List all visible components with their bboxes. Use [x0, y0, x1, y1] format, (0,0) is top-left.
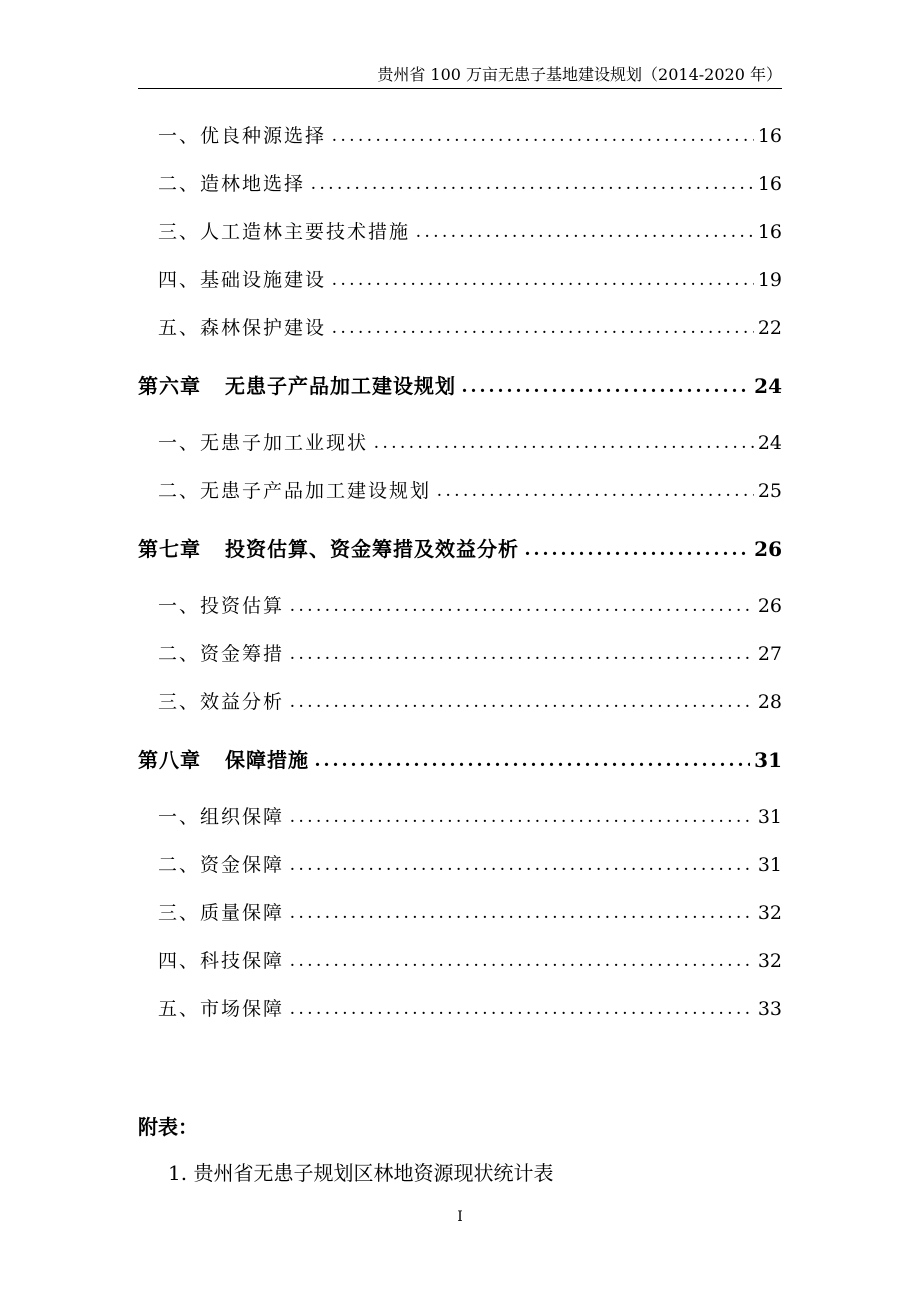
toc-page-number: 31 — [757, 854, 782, 876]
toc-entry[interactable] — [138, 800, 782, 834]
toc-page-number: 25 — [757, 480, 782, 502]
dot-leader — [437, 474, 754, 508]
dot-leader — [315, 743, 750, 777]
dot-leader — [416, 215, 754, 249]
chapter-number: 第八章 — [138, 748, 201, 772]
dot-leader — [290, 848, 754, 882]
chapter-title: 无患子产品加工建设规划 — [225, 374, 456, 398]
chapter-title: 投资估算、资金筹措及效益分析 — [225, 537, 519, 561]
toc-page-number: 31 — [757, 806, 782, 828]
toc-page-number: 33 — [757, 998, 782, 1020]
toc-entry-label: 三、人工造林主要技术措施 — [158, 221, 411, 243]
toc-entry[interactable] — [138, 311, 782, 345]
chapter-title: 保障措施 — [225, 748, 309, 772]
toc-page-number: 26 — [754, 537, 782, 561]
toc-entry[interactable] — [138, 992, 782, 1026]
toc-entry[interactable] — [138, 474, 782, 508]
toc-entry[interactable] — [138, 167, 782, 201]
toc-entry[interactable] — [138, 944, 782, 978]
toc-page-number: 19 — [757, 269, 782, 291]
toc-entry[interactable] — [138, 263, 782, 297]
dot-leader — [290, 992, 754, 1026]
running-header: 贵州省 100 万亩无患子基地建设规划（2014-2020 年） — [377, 65, 782, 84]
toc-chapter-entry[interactable] — [138, 369, 782, 403]
toc-entry-label: 一、投资估算 — [158, 595, 285, 617]
toc-chapter-entry[interactable] — [138, 743, 782, 777]
toc-chapter-entry[interactable] — [138, 532, 782, 566]
dot-leader — [462, 369, 750, 403]
toc-entry[interactable] — [138, 119, 782, 153]
toc-entry[interactable] — [138, 215, 782, 249]
toc-entry[interactable] — [138, 426, 782, 460]
toc-page-number: 16 — [757, 221, 782, 243]
toc-entry[interactable] — [138, 685, 782, 719]
toc-page-number: 16 — [757, 125, 782, 147]
page-number: I — [457, 1209, 463, 1225]
chapter-number: 第七章 — [138, 537, 201, 561]
dot-leader — [332, 119, 754, 153]
toc-entry[interactable] — [138, 637, 782, 671]
toc-entry-label: 二、造林地选择 — [158, 173, 306, 195]
dot-leader — [290, 944, 754, 978]
dot-leader — [311, 167, 754, 201]
toc-entry-label: 二、资金筹措 — [158, 643, 285, 665]
toc-entry-label: 五、森林保护建设 — [158, 317, 327, 339]
toc-entry-label: 二、资金保障 — [158, 854, 285, 876]
toc-entry-label: 三、效益分析 — [158, 691, 285, 713]
toc-entry-label: 四、基础设施建设 — [158, 269, 327, 291]
toc-entry[interactable] — [138, 589, 782, 623]
toc-page-number: 32 — [757, 950, 782, 972]
toc-page-number: 32 — [757, 902, 782, 924]
dot-leader — [290, 589, 754, 623]
header-divider — [138, 88, 782, 89]
chapter-number: 第六章 — [138, 374, 201, 398]
toc-page-number: 28 — [757, 691, 782, 713]
dot-leader — [374, 426, 754, 460]
toc-page-number: 22 — [757, 317, 782, 339]
dot-leader — [290, 896, 754, 930]
toc-page-number: 16 — [757, 173, 782, 195]
toc-entry[interactable] — [138, 896, 782, 930]
toc-entry-label: 一、优良种源选择 — [158, 125, 327, 147]
toc-page-number: 24 — [754, 374, 782, 398]
toc-entry[interactable] — [138, 848, 782, 882]
toc-page-number: 27 — [757, 643, 782, 665]
dot-leader — [290, 685, 754, 719]
dot-leader — [332, 311, 754, 345]
toc-entry-label: 三、质量保障 — [158, 902, 285, 924]
toc-page-number: 31 — [754, 748, 782, 772]
appendix-item[interactable]: 1. 贵州省无患子规划区林地资源现状统计表 — [168, 1161, 554, 1185]
dot-leader — [290, 637, 754, 671]
dot-leader — [525, 532, 750, 566]
toc-page-number: 26 — [757, 595, 782, 617]
appendix-heading: 附表： — [138, 1115, 198, 1139]
toc-entry-label: 二、无患子产品加工建设规划 — [158, 480, 432, 502]
toc-entry-label: 四、科技保障 — [158, 950, 285, 972]
toc-page-number: 24 — [757, 432, 782, 454]
dot-leader — [290, 800, 754, 834]
toc-entry-label: 一、无患子加工业现状 — [158, 432, 369, 454]
toc-entry-label: 五、市场保障 — [158, 998, 285, 1020]
dot-leader — [332, 263, 754, 297]
toc-entry-label: 一、组织保障 — [158, 806, 285, 828]
